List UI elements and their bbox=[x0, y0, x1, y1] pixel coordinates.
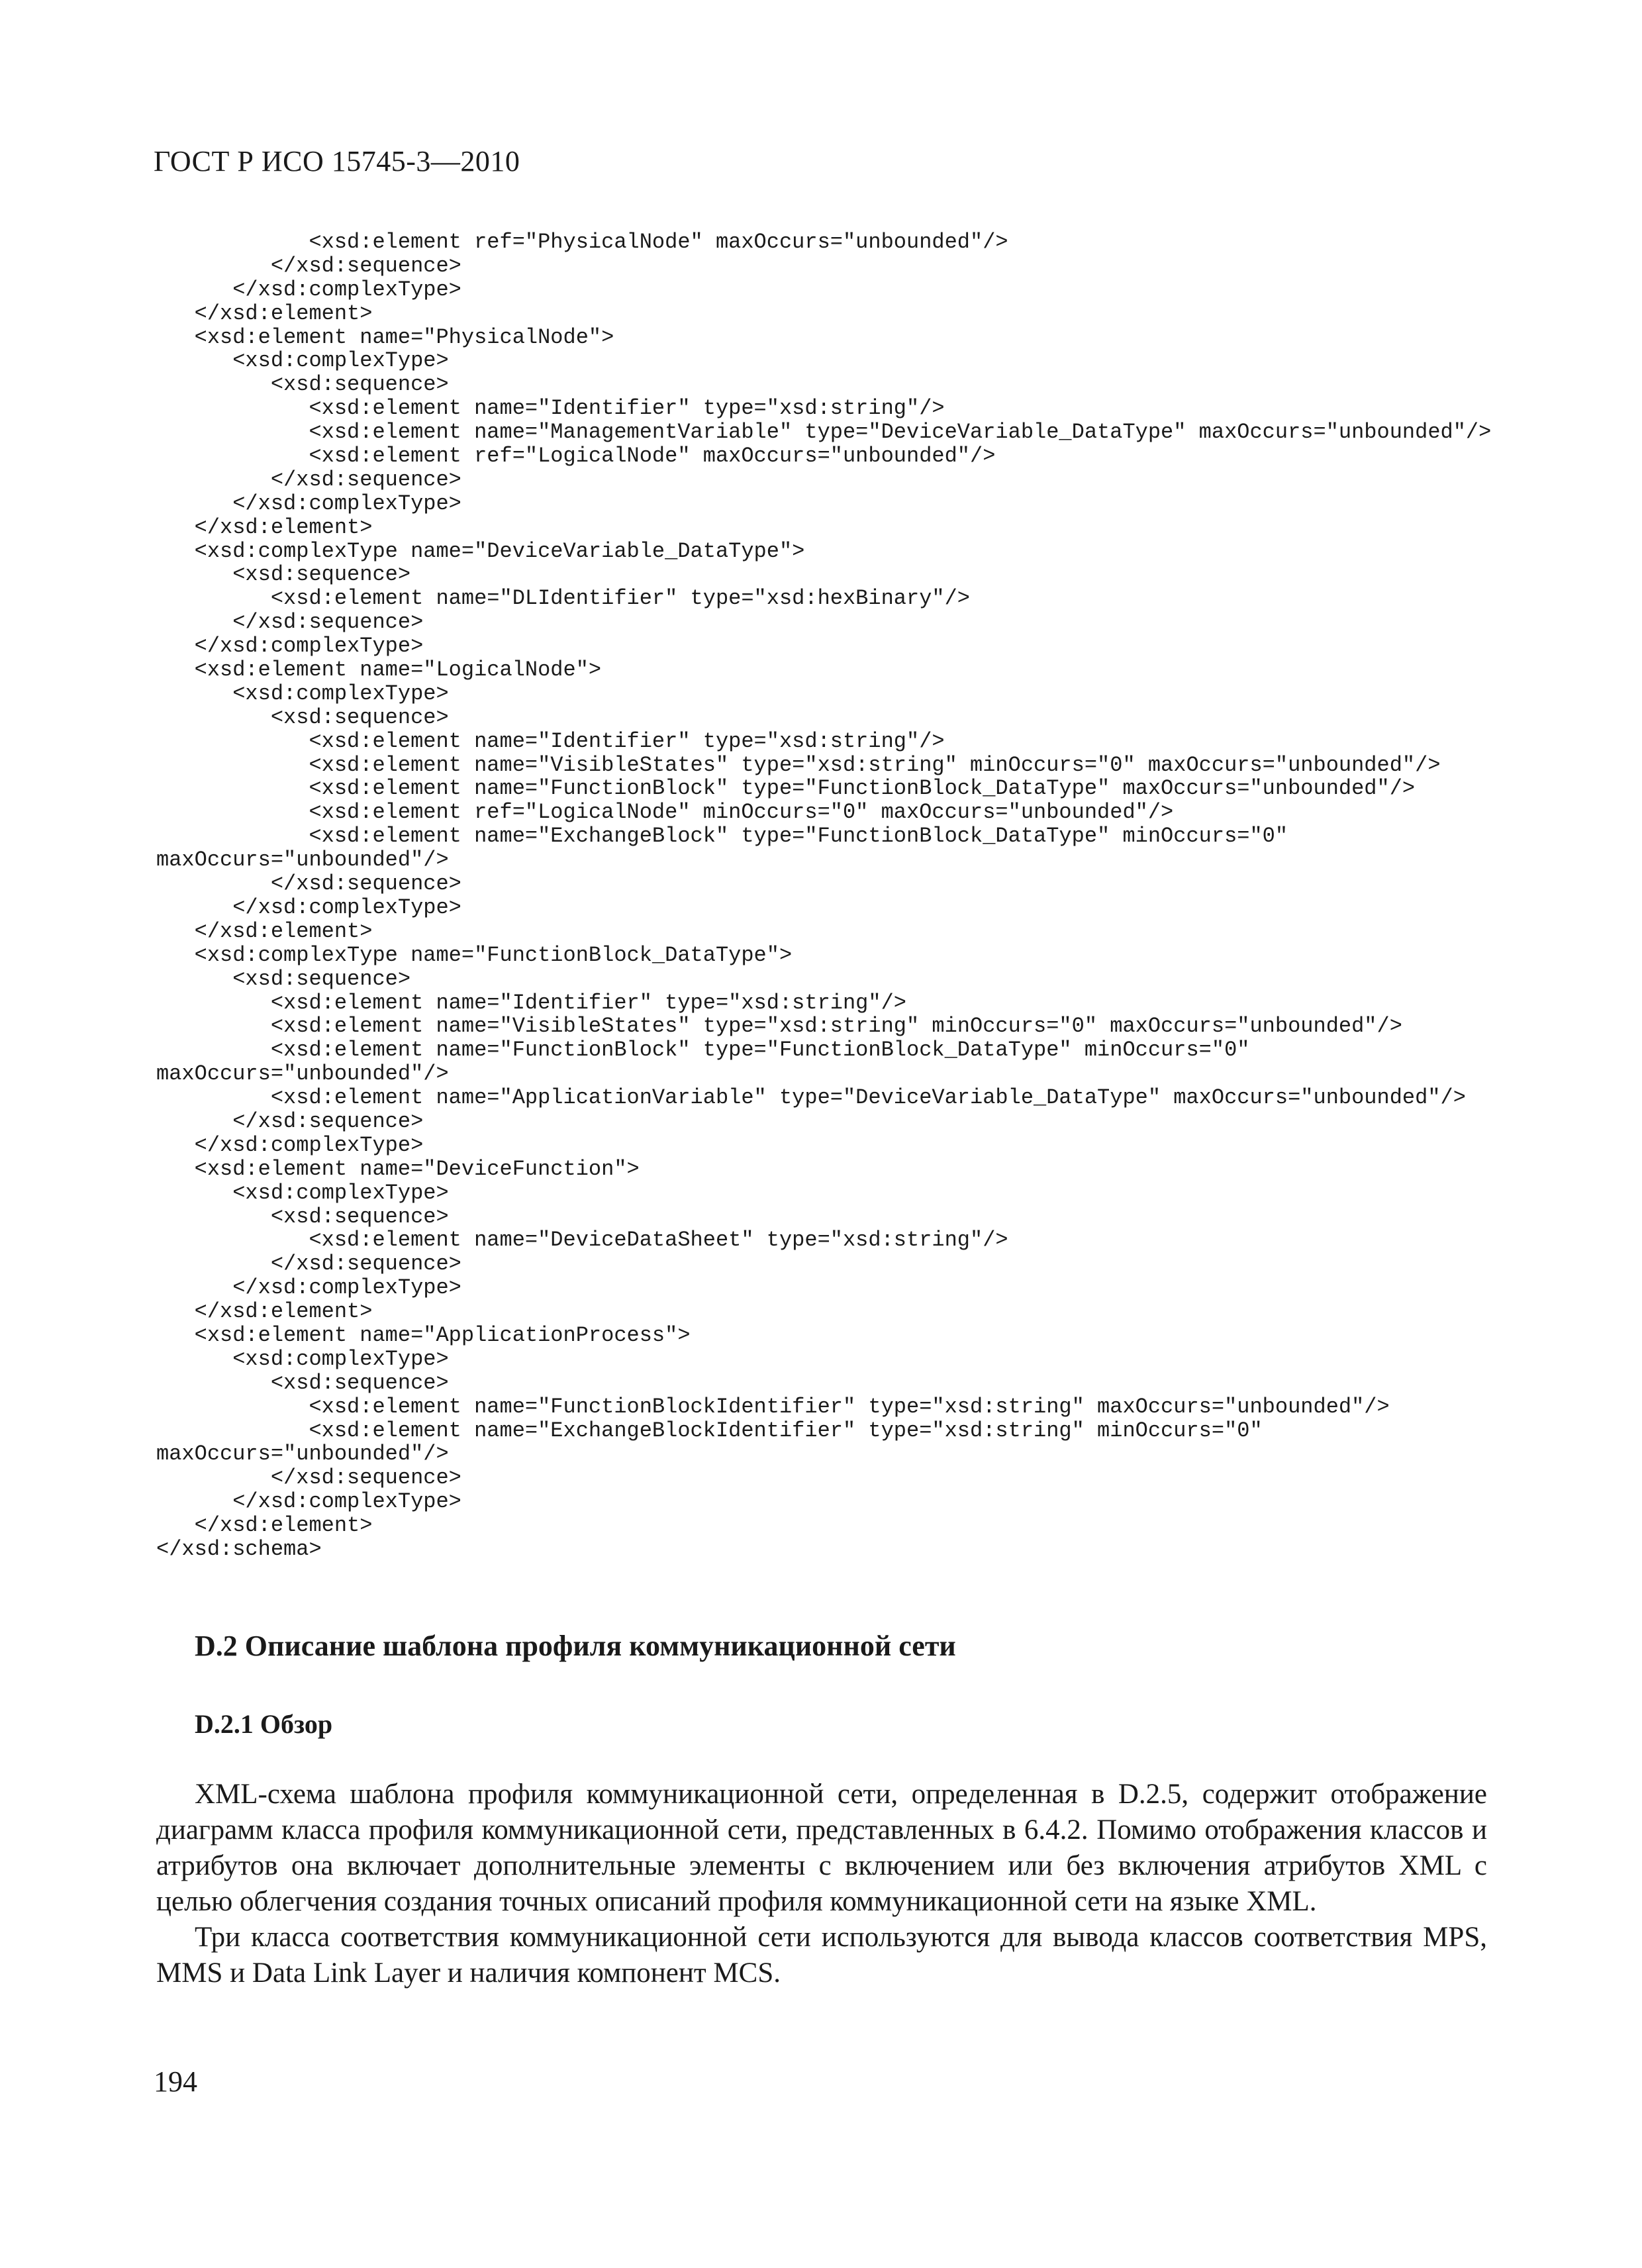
code-line: maxOccurs="unbounded"/> bbox=[156, 1061, 449, 1087]
section-title: D.2 Описание шаблона профиля коммуникационной сети bbox=[195, 1630, 956, 1662]
code-line: <xsd:element name="Identifier" type="xsd:string"/> bbox=[156, 990, 906, 1015]
code-line: <xsd:complexType> bbox=[156, 681, 449, 706]
code-line: <xsd:element name="FunctionBlock" type="FunctionBlock_DataType" minOccurs="0" bbox=[156, 1038, 1250, 1063]
code-line: </xsd:sequence> bbox=[156, 1252, 461, 1277]
code-line: </xsd:sequence> bbox=[156, 467, 461, 492]
code-line: </xsd:sequence> bbox=[156, 1109, 424, 1134]
code-line: <xsd:element name="ApplicationProcess"> bbox=[156, 1322, 691, 1348]
code-line: </xsd:sequence> bbox=[156, 253, 461, 278]
code-line: maxOccurs="unbounded"/> bbox=[156, 1442, 449, 1467]
code-line: <xsd:element ref="PhysicalNode" maxOccurs="unbounded"/> bbox=[156, 230, 1008, 254]
code-line: <xsd:element name="FunctionBlock" type="FunctionBlock_DataType" maxOccurs="unbounded"/> bbox=[156, 776, 1416, 801]
xsd-code-listing bbox=[156, 230, 1500, 1561]
code-line: </xsd:complexType> bbox=[156, 1489, 461, 1514]
code-line: <xsd:complexType name="FunctionBlock_DataType"> bbox=[156, 942, 793, 967]
paragraph: Три класса соответствия коммуникационной сети используются для вывода классов соответствия MPS, MMS и Data Link Layer и наличия компонент MCS. bbox=[156, 1922, 1487, 1989]
code-line: </xsd:complexType> bbox=[156, 277, 461, 302]
code-line: <xsd:element name="DLIdentifier" type="xsd:hexBinary"/> bbox=[156, 586, 970, 611]
code-line: <xsd:sequence> bbox=[156, 372, 449, 397]
standard-header: ГОСТ Р ИСО 15745-3—2010 bbox=[154, 145, 520, 177]
code-line: <xsd:complexType name="DeviceVariable_DataType"> bbox=[156, 538, 805, 564]
code-line: <xsd:sequence> bbox=[156, 1370, 449, 1395]
code-line: </xsd:element> bbox=[156, 1299, 373, 1324]
code-line: <xsd:element name="VisibleStates" type="xsd:string" minOccurs="0" maxOccurs="unbounded"/> bbox=[156, 752, 1441, 777]
code-line: </xsd:complexType> bbox=[156, 491, 461, 516]
code-line: </xsd:sequence> bbox=[156, 610, 424, 635]
code-line: <xsd:element name="ExchangeBlock" type="FunctionBlock_DataType" minOccurs="0" bbox=[156, 824, 1288, 849]
code-line: </xsd:complexType> bbox=[156, 634, 424, 659]
code-line: <xsd:element name="PhysicalNode"> bbox=[156, 324, 614, 350]
code-line: <xsd:sequence> bbox=[156, 705, 449, 730]
code-line: </xsd:element> bbox=[156, 1513, 373, 1538]
code-line: <xsd:element ref="LogicalNode" minOccurs="0" maxOccurs="unbounded"/> bbox=[156, 800, 1174, 825]
code-line: <xsd:complexType> bbox=[156, 348, 449, 373]
code-line: <xsd:sequence> bbox=[156, 562, 411, 587]
code-line: <xsd:element name="ManagementVariable" type="DeviceVariable_DataType" maxOccurs="unbounded"/> bbox=[156, 420, 1492, 445]
paragraph: XML-схема шаблона профиля коммуникационной сети, определенная в D.2.5, содержит отображение диаграмм класса профиля коммуникационной сети, представленных в 6.4.2. Помимо отображения классов и атрибутов она включает дополнительные элементы с включением или без включения атрибутов XML с целью облегчения создания точных описаний профиля коммуникационной сети на языке XML. bbox=[156, 1779, 1487, 1917]
code-line: </xsd:complexType> bbox=[156, 895, 461, 920]
code-line: <xsd:element name="VisibleStates" type="xsd:string" minOccurs="0" maxOccurs="unbounded"/> bbox=[156, 1014, 1402, 1039]
code-line: </xsd:complexType> bbox=[156, 1132, 424, 1158]
subsection-title: D.2.1 Обзор bbox=[195, 1709, 333, 1739]
code-line: </xsd:sequence> bbox=[156, 1465, 461, 1491]
code-line: </xsd:schema> bbox=[156, 1536, 322, 1561]
code-line: </xsd:element> bbox=[156, 515, 373, 540]
code-line: <xsd:complexType> bbox=[156, 1346, 449, 1371]
code-line: <xsd:element name="DeviceFunction"> bbox=[156, 1156, 640, 1181]
code-line: <xsd:element name="ApplicationVariable" type="DeviceVariable_DataType" maxOccurs="unbounded"/> bbox=[156, 1085, 1466, 1110]
code-line: maxOccurs="unbounded"/> bbox=[156, 848, 449, 873]
code-line: <xsd:element name="Identifier" type="xsd:string"/> bbox=[156, 728, 945, 754]
code-line: <xsd:element name="Identifier" type="xsd:string"/> bbox=[156, 396, 945, 421]
code-line: </xsd:element> bbox=[156, 918, 373, 944]
code-line: <xsd:sequence> bbox=[156, 1204, 449, 1229]
code-line: <xsd:complexType> bbox=[156, 1180, 449, 1205]
code-line: </xsd:sequence> bbox=[156, 871, 461, 897]
code-line: </xsd:complexType> bbox=[156, 1275, 461, 1301]
code-line: <xsd:sequence> bbox=[156, 966, 411, 991]
code-line: <xsd:element name="FunctionBlockIdentifier" type="xsd:string" maxOccurs="unbounded"/> bbox=[156, 1394, 1390, 1419]
code-line: <xsd:element name="ExchangeBlockIdentifier" type="xsd:string" minOccurs="0" bbox=[156, 1418, 1263, 1443]
code-line: <xsd:element ref="LogicalNode" maxOccurs="unbounded"/> bbox=[156, 444, 996, 469]
code-line: </xsd:element> bbox=[156, 301, 373, 326]
code-line: <xsd:element name="DeviceDataSheet" type="xsd:string"/> bbox=[156, 1228, 1008, 1253]
page-number: 194 bbox=[154, 2065, 197, 2098]
code-line: <xsd:element name="LogicalNode"> bbox=[156, 658, 602, 683]
